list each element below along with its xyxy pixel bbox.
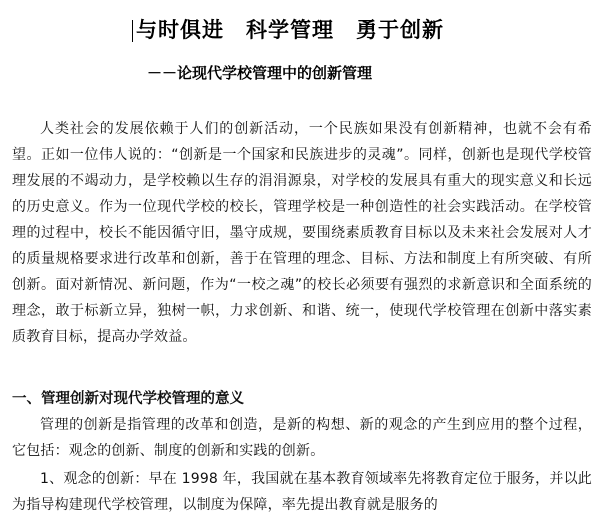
document-title[interactable]: 与时俱进 科学管理 勇于创新: [136, 17, 444, 42]
section-paragraph[interactable]: 管理的创新是指管理的改革和创造，是新的构想、新的观念的产生到应用的整个过程，它包括：观念的创新、制度的创新和实践的创新。: [12, 417, 592, 459]
section-heading[interactable]: 一、管理创新对现代学校管理的意义: [12, 391, 244, 407]
section-list-item[interactable]: 1、观念的创新：早在 1998 年，我国就在基本教育领域率先将教育定位于服务，并以此为指导构建现代学校管理，以制度为保障，率先提出教育就是服务的: [12, 471, 592, 513]
document-subtitle[interactable]: －－论现代学校管理中的创新管理: [147, 64, 373, 82]
intro-paragraph[interactable]: 人类社会的发展依赖于人们的创新活动，一个民族如果没有创新精神，也就不会有希望。正如一位伟人说的：“创新是一个国家和民族进步的灵魂”。同样，创新也是现代学校管理发展的不竭动力，是学校赖以生存的涓涓源泉，对学校的发展具有重大的现实意义和长远的历史意义。作为一位现代学校的校长，管理学校是一种创造性的社会实践活动。在学校管理的过程中，校长不能因循守旧，墨守成规，要围绕素质教育目标以及未来社会发展对人才的质量规格要求进行改革和创新，善于在管理的理念、目标、方法和制度上有所突破、有所创新。面对新情况、新问题，作为“一校之魂”的校长必须要有强烈的求新意识和全面系统的理念，敢于标新立异，独树一帜，力求创新、和谐、统一，使现代学校管理在创新中落实素质教育目标，提高办学效益。: [12, 121, 592, 345]
document-title-line: [0, 16, 601, 44]
